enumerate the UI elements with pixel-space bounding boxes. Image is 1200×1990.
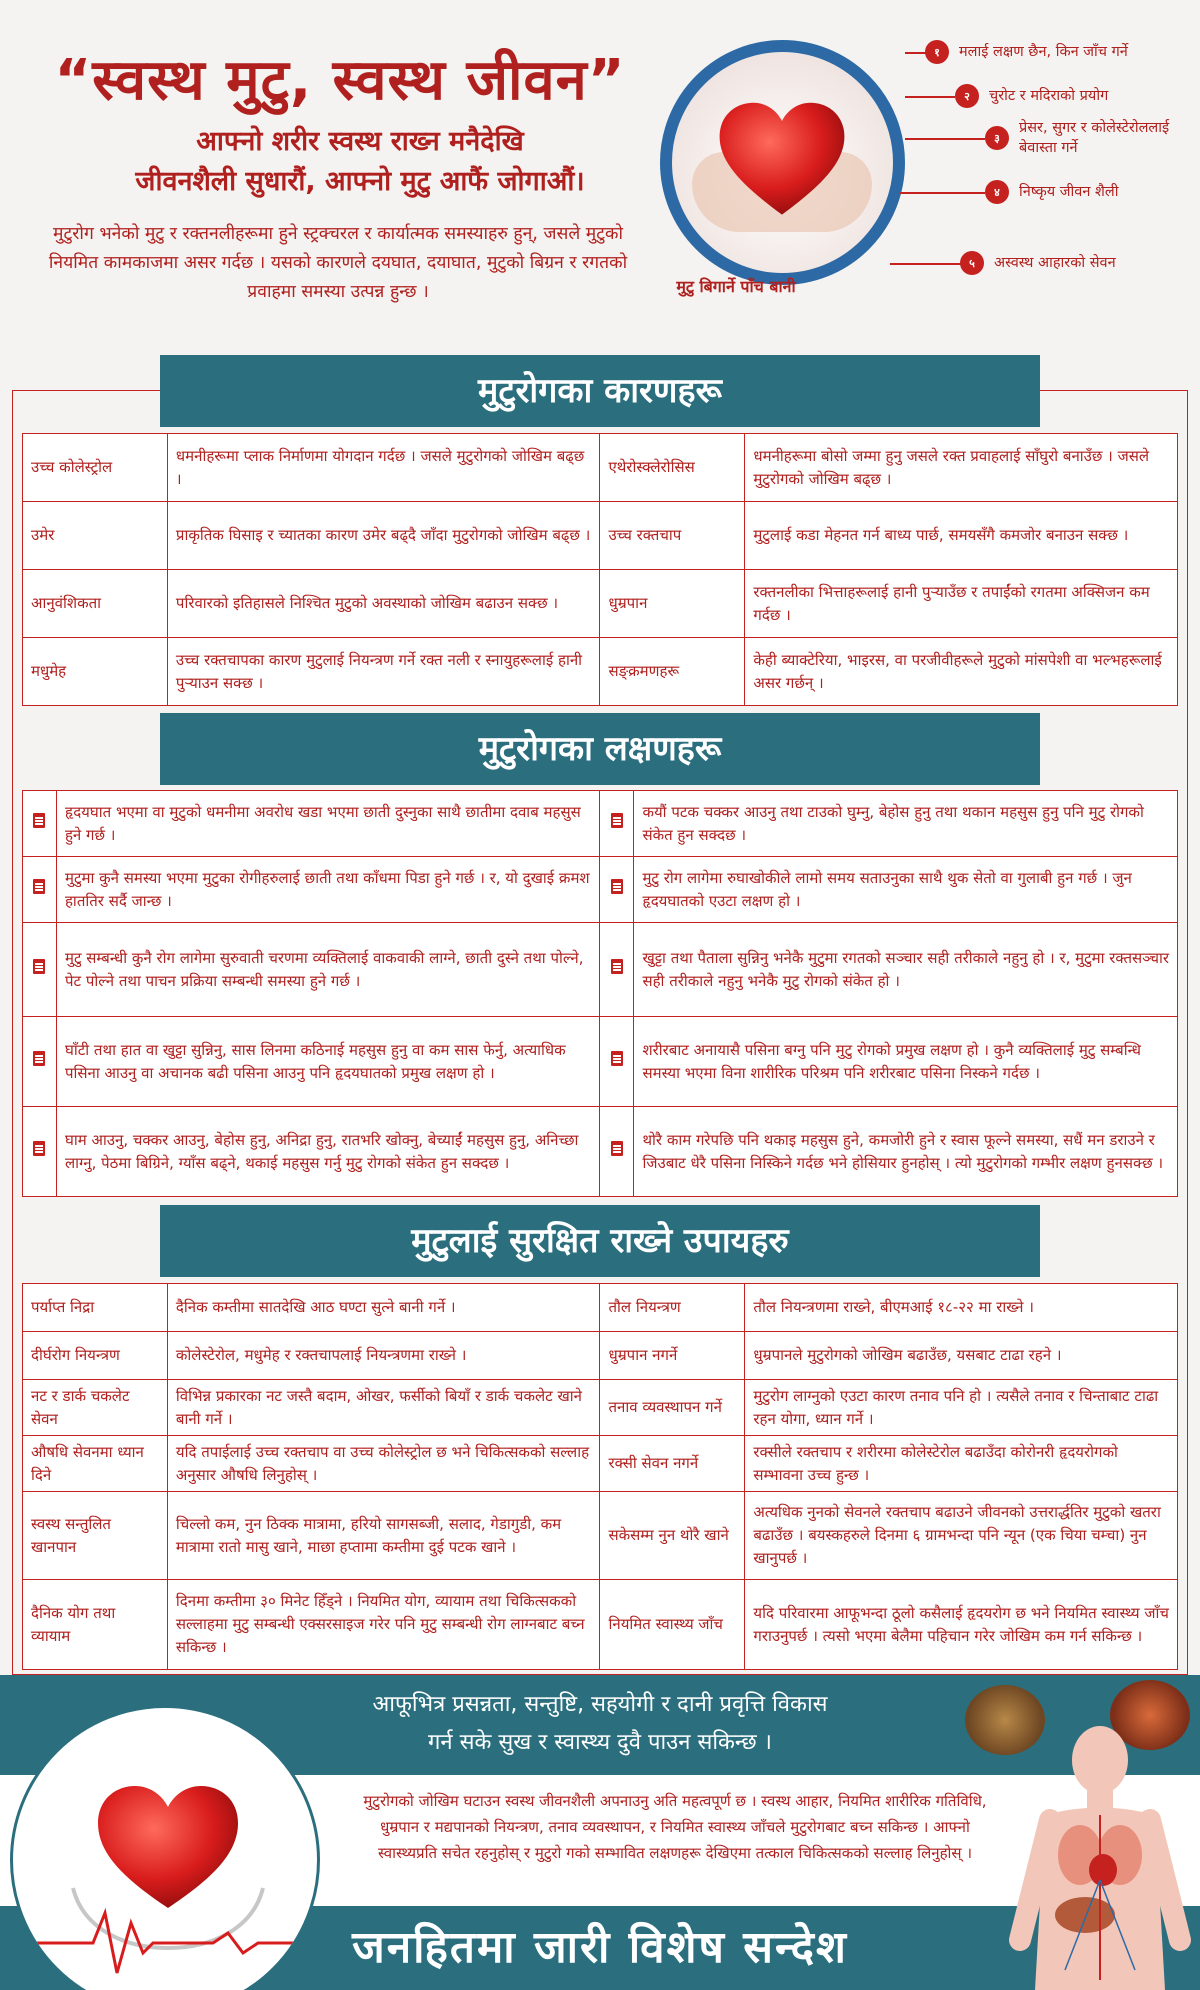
connector-line xyxy=(900,192,985,194)
table-row xyxy=(23,923,1178,1017)
prevention-name: स्वस्थ सन्तुलित खानपान xyxy=(23,1492,168,1580)
closing-paragraph: मुटुरोगको जोखिम घटाउन स्वस्थ जीवनशैली अपनाउनु अति महत्वपूर्ण छ । स्वस्थ आहार, नियमित शारीरिक गतिविधि, धुम्रपान र मद्यपानको नियन्त्रण, तनाव व्यवस्थापन, र नियमित स्वास्थ्य जाँचले मुटुरोगबाट बच्न सकिन्छ । आफ्नो स्वास्थ्यप्रति सचेत रहनुहोस् र मुटुरो गको सम्भावित लक्षणहरू देखिएमा तत्काल चिकित्सकको सल्लाह लिनुहोस् । xyxy=(363,1792,987,1862)
heart-hands-image xyxy=(660,40,905,285)
prevention-heading: मुटुलाई सुरक्षित राख्ने उपायहरु xyxy=(160,1205,1040,1277)
cause-name: मधुमेह xyxy=(23,638,168,706)
prevention-name: दैनिक योग तथा व्यायाम xyxy=(23,1580,168,1670)
header-section xyxy=(0,0,1200,345)
prevention-desc: दिनमा कम्तीमा ३० मिनेट हिँड्ने । नियमित योग, व्यायाम तथा चिकित्सकको सल्लाहमा मुटु सम्बन्धी एक्सरसाइज गरेर पनि मुटु सम्बन्धी रोग लाग्नबाट बच्न सकिन्छ । xyxy=(167,1580,600,1670)
table-row xyxy=(23,1436,1178,1492)
symptom-text: शरीरबाट अनायासै पसिना बग्नु पनि मुटु रोगको प्रमुख लक्षण हो । कुनै व्यक्तिलाई मुटु सम्बन्धि समस्या भएमा विना शारीरिक परिश्रम पनि शरीरबाट पसिना निस्कने गर्दछ । xyxy=(634,1017,1178,1107)
quote-line-1: आफूभित्र प्रसन्नता, सन्तुष्टि, सहयोगी र दानी प्रवृत्ति विकास xyxy=(372,1692,828,1717)
prevention-desc: कोलेस्टेरोल, मधुमेह र रक्तचापलाई नियन्त्रणमा राख्ने । xyxy=(167,1332,600,1380)
habit-text: चुरोट र मदिराको प्रयोग xyxy=(989,88,1109,104)
document-icon xyxy=(611,879,623,894)
table-row xyxy=(23,1284,1178,1332)
symptom-text: घाम आउनु, चक्कर आउनु, बेहोस हुनु, अनिद्रा हुनु, रातभरि खोक्नु, बेच्याईं महसुस हुनु, अनिच्छा लाग्नु, पेठमा बिग्रिने, ग्याँस बढ्ने, थकाई महसुस गर्नु मुटु रोगको संकेत हुन सक्दछ । xyxy=(56,1107,600,1197)
habit-number: १ xyxy=(925,40,949,64)
prevention-desc: रक्सीले रक्तचाप र शरीरमा कोलेस्टेरोल बढाउँदा कोरोनरी हृदयरोगको सम्भावना उच्च हुन्छ । xyxy=(745,1436,1178,1492)
cause-name: उच्च कोलेस्ट्रोल xyxy=(23,434,168,502)
cause-name: एथेरोस्क्लेरोसिस xyxy=(600,434,745,502)
prevention-name: औषधि सेवनमा ध्यान दिने xyxy=(23,1436,168,1492)
prevention-desc: यदि परिवारमा आफूभन्दा ठूलो कसैलाई हृदयरोग छ भने नियमित स्वास्थ्य जाँच गराउनुपर्छ । त्यसो भएमा बेलैमा पहिचान गरेर जोखिम कम गर्न सकिन्छ । xyxy=(745,1580,1178,1670)
connector-line xyxy=(905,96,955,98)
prevention-name: तनाव व्यवस्थापन गर्ने xyxy=(600,1380,745,1436)
document-icon xyxy=(33,813,45,828)
page-title: “स्वस्थ मुटु, स्वस्थ जीवन” xyxy=(54,48,626,113)
intro-paragraph: मुटुरोग भनेको मुटु र रक्तनलीहरूमा हुने स्ट्रक्चरल र कार्यात्मक समस्याहरु हुन्, जसले मुटुको नियमित कामकाजमा असर गर्दछ । यसको कारणले दयघात, दयाघात, मुटुको बिग्रन र रगतको प्रवाहमा समस्या उत्पन्न हुन्छ । xyxy=(48,224,628,302)
symptoms-heading: मुटुरोगका लक्षणहरू xyxy=(160,713,1040,785)
cause-name: आनुवंशिकता xyxy=(23,570,168,638)
cause-desc: उच्च रक्तचापका कारण मुटुलाई नियन्त्रण गर्ने रक्त नली र स्नायुहरूलाई हानी पुर्‍याउन सक्छ । xyxy=(167,638,600,706)
cause-desc: परिवारको इतिहासले निश्चित मुटुको अवस्थाको जोखिम बढाउन सक्छ । xyxy=(167,570,600,638)
cause-name: उच्च रक्तचाप xyxy=(600,502,745,570)
symptom-text: हृदयघात भएमा वा मुटुको धमनीमा अवरोध खडा भएमा छाती दुस्नुका साथै छातीमा दवाब महसुस हुने गर्छ । xyxy=(56,791,600,857)
prevention-desc: मुटुरोग लाग्नुको एउटा कारण तनाव पनि हो । त्यसैले तनाव र चिन्ताबाट टाढा रहन योगा, ध्यान गर्ने । xyxy=(745,1380,1178,1436)
quote-text xyxy=(300,1686,900,1762)
document-icon xyxy=(33,1141,45,1156)
prevention-name: नट र डार्क चकलेट सेवन xyxy=(23,1380,168,1436)
prevention-desc: यदि तपाईलाई उच्च रक्तचाप वा उच्च कोलेस्ट्रोल छ भने चिकित्सकको सल्लाह अनुसार औषधि लिनुहोस् । xyxy=(167,1436,600,1492)
connector-line xyxy=(905,138,985,140)
table-row xyxy=(23,502,1178,570)
prevention-name: पर्याप्त निद्रा xyxy=(23,1284,168,1332)
habit-item-5 xyxy=(960,251,1116,275)
habit-number: ५ xyxy=(960,251,984,275)
prevention-table xyxy=(22,1283,1178,1670)
document-icon xyxy=(611,1051,623,1066)
cause-desc: धमनीहरूमा प्लाक निर्माणमा योगदान गर्दछ । जसले मुटुरोगको जोखिम बढ्छ । xyxy=(167,434,600,502)
habit-item-4 xyxy=(985,180,1118,204)
table-row xyxy=(23,638,1178,706)
symptoms-table xyxy=(22,790,1178,1197)
cause-name: धुम्रपान xyxy=(600,570,745,638)
prevention-desc: अत्यधिक नुनको सेवनले रक्तचाप बढाउने जीवनको उत्तरार्द्धतिर मुटुको खतरा बढाउँछ । बयस्कहरुले दिनमा ६ ग्रामभन्दा पनि न्यून (एक चिया चम्चा) नुन खानुपर्छ । xyxy=(745,1492,1178,1580)
habit-number: ३ xyxy=(985,126,1009,150)
prevention-desc: दैनिक कम्तीमा सातदेखि आठ घण्टा सुत्ने बानी गर्ने । xyxy=(167,1284,600,1332)
table-row xyxy=(23,1017,1178,1107)
habit-item-2 xyxy=(955,84,1108,108)
document-icon xyxy=(611,813,623,828)
prevention-desc: तौल नियन्त्रणमा राख्ने, बीएमआई १८-२२ मा राख्ने । xyxy=(745,1284,1178,1332)
table-row xyxy=(23,570,1178,638)
table-row xyxy=(23,434,1178,502)
prevention-name: तौल नियन्त्रण xyxy=(600,1284,745,1332)
prevention-name: रक्सी सेवन नगर्ने xyxy=(600,1436,745,1492)
document-icon xyxy=(33,879,45,894)
prevention-name: नियमित स्वास्थ्य जाँच xyxy=(600,1580,745,1670)
cause-desc: केही ब्याक्टेरिया, भाइरस, वा परजीवीहरूले मुटुको मांसपेशी वा भल्भहरूलाई असर गर्छन् । xyxy=(745,638,1178,706)
causes-table xyxy=(22,433,1178,706)
habit-number: ४ xyxy=(985,180,1009,204)
document-icon xyxy=(611,959,623,974)
prevention-desc: धुम्रपानले मुटुरोगको जोखिम बढाउँछ, यसबाट टाढा रहने । xyxy=(745,1332,1178,1380)
document-icon xyxy=(33,1051,45,1066)
page-subtitle xyxy=(60,122,660,202)
prevention-name: धुम्रपान नगर्ने xyxy=(600,1332,745,1380)
habits-caption: मुटु बिगार्ने पाँच बानी xyxy=(676,277,796,296)
cause-desc: मुटुलाई कडा मेहनत गर्न बाध्य पार्छ, समयसँगै कमजोर बनाउन सक्छ । xyxy=(745,502,1178,570)
human-anatomy-image xyxy=(1005,1720,1195,1990)
habit-text: प्रेसर, सुगर र कोलेस्टेरोललाई बेवास्ता गर्ने xyxy=(1019,120,1170,156)
subtitle-line-1: आफ्नो शरीर स्वस्थ राख्न मनैदेखि xyxy=(196,126,524,157)
table-row xyxy=(23,1492,1178,1580)
symptom-text: खुट्टा तथा पैताला सुन्निनु भनेकै मुटुमा रगतको सञ्चार सही तरीकाले नहुनु हो । र, मुटुमा रक्तसञ्चार सही तरीकाले नहुनु भनेकै मुटु रोगको संकेत हो । xyxy=(634,923,1178,1017)
prevention-desc: विभिन्न प्रकारका नट जस्तै बदाम, ओखर, फर्सीको बियाँ र डार्क चकलेट खाने बानी गर्ने । xyxy=(167,1380,600,1436)
cause-desc: प्राकृतिक घिसाइ र च्यातका कारण उमेर बढ्दै जाँदा मुटुरोगको जोखिम बढ्छ । xyxy=(167,502,600,570)
table-row xyxy=(23,1107,1178,1197)
table-row xyxy=(23,857,1178,923)
habit-item-3 xyxy=(985,118,1190,158)
heart-icon xyxy=(717,100,847,220)
document-icon xyxy=(611,1141,623,1156)
habit-text: मलाई लक्षण छैन, किन जाँच गर्ने xyxy=(959,44,1128,60)
causes-heading: मुटुरोगका कारणहरू xyxy=(160,355,1040,427)
prevention-name: सकेसम्म नुन थोरै खाने xyxy=(600,1492,745,1580)
symptom-text: थोरै काम गरेपछि पनि थकाइ महसुस हुने, कमजोरी हुने र स्वास फूल्ने समस्या, सधैं मन डराउने र जिउबाट धेरै पसिना निस्किने गर्दछ भने होसियार हुनहोस् । त्यो मुटुरोगको गम्भीर लक्षण हुनसक्छ । xyxy=(634,1107,1178,1197)
habit-text: निष्कृय जीवन शैली xyxy=(1019,184,1119,200)
cause-desc: रक्तनलीका भित्ताहरूलाई हानी पुर्‍याउँछ र तपाईंको रगतमा अक्सिजन कम गर्दछ । xyxy=(745,570,1178,638)
table-row xyxy=(23,1332,1178,1380)
habit-item-1 xyxy=(925,40,1128,64)
symptom-text: कयौं पटक चक्कर आउनु तथा टाउको घुम्नु, बेहोस हुनु तथा थकान महसुस हुनु पनि मुटु रोगको संकेत हुन सक्दछ । xyxy=(634,791,1178,857)
table-row xyxy=(23,791,1178,857)
habit-number: २ xyxy=(955,84,979,108)
footer-message: जनहितमा जारी विशेष सन्देश xyxy=(352,1922,848,1973)
connector-line xyxy=(890,263,965,265)
table-row xyxy=(23,1580,1178,1670)
symptom-text: मुटु रोग लागेमा रुघाखोकीले लामो समय सताउनुका साथै थुक सेतो वा गुलाबी हुन गर्छ । जुन हृदयघातको एउटा लक्षण हो । xyxy=(634,857,1178,923)
symptom-text: मुटुमा कुनै समस्या भएमा मुटुका रोगीहरुलाई छाती तथा काँधमा पिडा हुने गर्छ । र, यो दुखाई क्रमश हाततिर सर्दै जान्छ । xyxy=(56,857,600,923)
cause-name: सङ्क्रमणहरू xyxy=(600,638,745,706)
subtitle-line-2: जीवनशैली सुधारौं, आफ्नो मुटु आफैं जोगाऔं। xyxy=(135,166,585,197)
document-icon xyxy=(33,959,45,974)
cause-desc: धमनीहरूमा बोसो जम्मा हुनु जसले रक्त प्रवाहलाई साँघुरो बनाउँछ । जसले मुटुरोगको जोखिम बढ्छ । xyxy=(745,434,1178,502)
prevention-name: दीर्घरोग नियन्त्रण xyxy=(23,1332,168,1380)
quote-line-2: गर्न सके सुख र स्वास्थ्य दुवै पाउन सकिन्छ । xyxy=(428,1730,772,1755)
symptom-text: मुटु सम्बन्धी कुनै रोग लागेमा सुरुवाती चरणमा व्यक्तिलाई वाकवाकी लाग्ने, छाती दुस्ने तथा पोल्ने, पेट पोल्ने तथा पाचन प्रक्रिया सम्बन्धी समस्या हुने गर्छ । xyxy=(56,923,600,1017)
prevention-desc: चिल्लो कम, नुन ठिक्क मात्रामा, हरियो सागसब्जी, सलाद, गेडागुडी, कम मात्रामा रातो मासु खाने, माछा हप्तामा कम्तीमा दुई पटक खाने । xyxy=(167,1492,600,1580)
symptom-text: घाँटी तथा हात वा खुट्टा सुन्निनु, सास लिनमा कठिनाई महसुस हुनु वा कम सास फेर्नु, अत्याधिक पसिना आउनु वा अचानक बढी पसिना आउनु पनि हृदयघातको प्रमुख लक्षण हो । xyxy=(56,1017,600,1107)
table-row xyxy=(23,1380,1178,1436)
habit-text: अस्वस्थ आहारको सेवन xyxy=(994,255,1116,271)
heart-pulse-icon xyxy=(13,1708,320,1990)
cause-name: उमेर xyxy=(23,502,168,570)
